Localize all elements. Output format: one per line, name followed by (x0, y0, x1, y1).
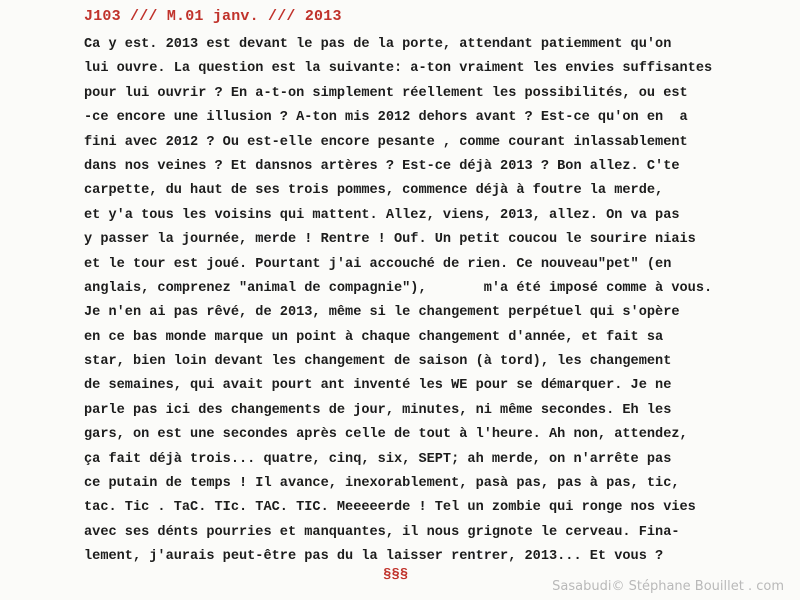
text-line: lui ouvre. La question est la suivante: a-ton vraiment les envies suffisantes (84, 61, 713, 77)
text-line: gars, on est une secondes après celle de tout à l'heure. Ah non, attendez, (84, 427, 688, 443)
text-line: anglais, comprenez "animal de compagnie"), m'a été imposé comme à vous. (84, 280, 713, 296)
copyright-watermark: Sasabudi© Stéphane Bouillet . com (552, 579, 784, 594)
text-line: carpette, du haut de ses trois pommes, commence déjà à foutre la merde, (84, 183, 664, 199)
text-line: dans nos veines ? Et dansnos artères ? Est-ce déjà 2013 ? Bon allez. C'te (84, 158, 680, 174)
text-line: tac. Tic . TaC. TIc. TAC. TIC. Meeeeerde ! Tel un zombie qui ronge nos vies (84, 500, 696, 516)
text-line: lement, j'aurais peut-être pas du la laisser rentrer, 2013... Et vous ? (84, 549, 664, 565)
body-text (84, 33, 784, 570)
text-line: Je n'en ai pas rêvé, de 2013, même si le changement perpétuel qui s'opère (84, 305, 680, 321)
text-line: et y'a tous les voisins qui mattent. Allez, viens, 2013, allez. On va pas (84, 207, 680, 223)
text-line: star, bien loin devant les changement de saison (à tord), les changement (84, 354, 672, 370)
text-line: Ca y est. 2013 est devant le pas de la porte, attendant patiemment qu'on (84, 37, 672, 52)
text-line: parle pas ici des changements de jour, minutes, ni même secondes. Eh les (84, 402, 672, 418)
text-line: ça fait déjà trois... quatre, cinq, six, SEPT; ah merde, on n'arrête pas (84, 451, 672, 467)
text-line: avec ses dénts pourries et manquantes, il nous grignote le cerveau. Fina- (84, 524, 680, 540)
text-line: pour lui ouvrir ? En a-t-on simplement réellement les possibilités, ou est (84, 85, 688, 101)
text-line: en ce bas monde marque un point à chaque changement d'année, et fait sa (84, 329, 664, 345)
text-line: y passer la journée, merde ! Rentre ! Ouf. Un petit coucou le sourire niais (84, 232, 696, 248)
text-line: fini avec 2012 ? Ou est-elle encore pesante , comme courant inlassablement (84, 134, 688, 150)
text-line: et le tour est joué. Pourtant j'ai accouché de rien. Ce nouveau"pet" (en (84, 256, 672, 272)
text-line: de semaines, qui avait pourt ant inventé les WE pour se démarquer. Je ne (84, 378, 672, 394)
page-heading: J103 /// M.01 janv. /// 2013 (84, 8, 342, 25)
signature-mark: §§§ (383, 567, 409, 583)
text-line: ce putain de temps ! Il avance, inexorablement, pasà pas, pas à pas, tic, (84, 476, 680, 492)
text-line: -ce encore une illusion ? A-ton mis 2012 dehors avant ? Est-ce qu'on en a (84, 110, 688, 126)
